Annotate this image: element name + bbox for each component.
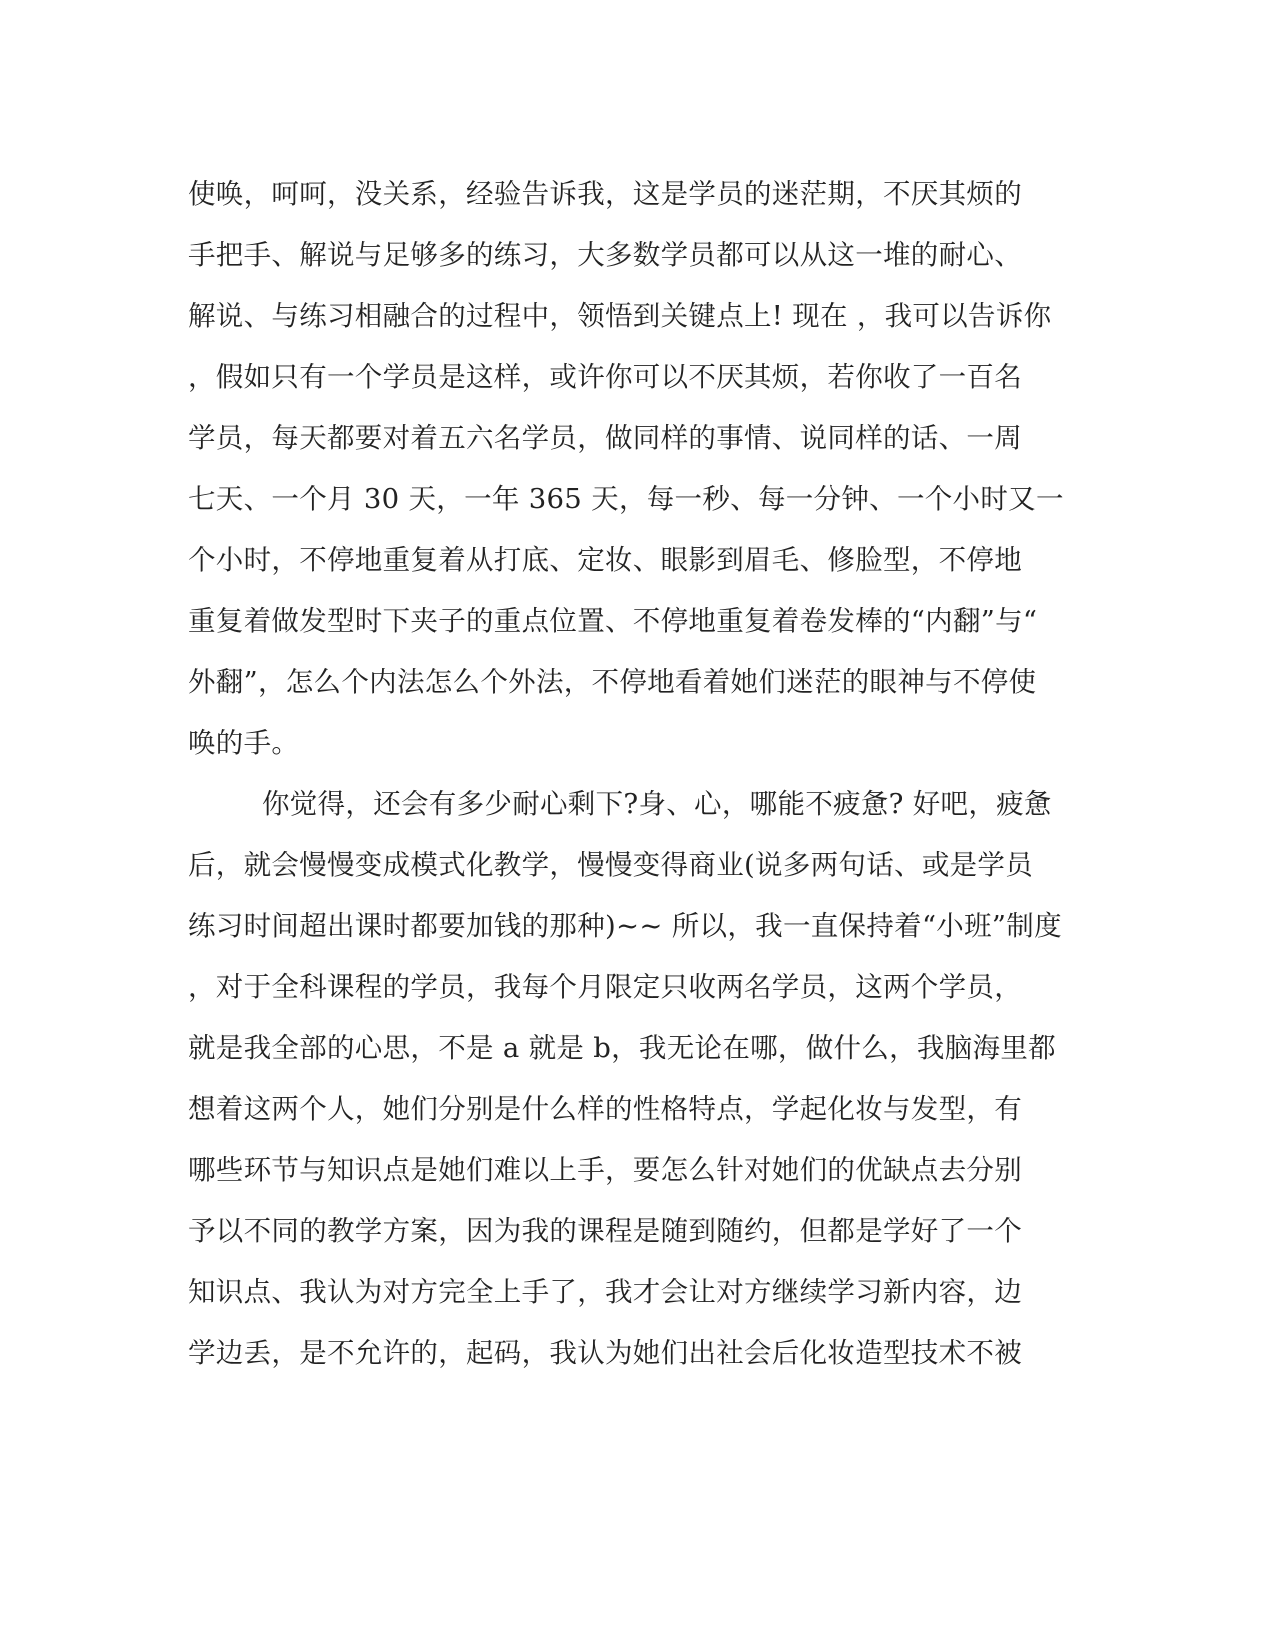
text-line: 学员，每天都要对着五六名学员，做同样的事情、说同样的话、一周 (188, 422, 1022, 454)
text-line: 唤的手。 (188, 727, 300, 759)
paragraph-first-line: 你觉得，还会有多少耐心剩下?身、心，哪能不疲惫? 好吧，疲惫 (262, 788, 1052, 820)
text-line: 后，就会慢慢变成模式化教学，慢慢变得商业(说多两句话、或是学员 (188, 849, 1034, 881)
text-line: 就是我全部的心思，不是 a 就是 b，我无论在哪，做什么，我脑海里都 (188, 1032, 1056, 1064)
text-line: 予以不同的教学方案，因为我的课程是随到随约，但都是学好了一个 (188, 1215, 1022, 1247)
text-line: 哪些环节与知识点是她们难以上手，要怎么针对她们的优缺点去分别 (188, 1154, 1022, 1186)
body-text (188, 164, 1088, 1384)
text-line: 使唤，呵呵，没关系，经验告诉我，这是学员的迷茫期，不厌其烦的 (188, 178, 1022, 210)
text-line: 外翻”，怎么个内法怎么个外法，不停地看着她们迷茫的眼神与不停使 (188, 666, 1037, 698)
text-line: 七天、一个月 30 天，一年 365 天，每一秒、每一分钟、一个小时又一 (188, 483, 1064, 515)
text-line: ，对于全科课程的学员，我每个月限定只收两名学员，这两个学员， (188, 971, 1022, 1003)
text-line: 重复着做发型时下夹子的重点位置、不停地重复着卷发棒的“内翻”与“ (188, 605, 1038, 637)
text-line: 个小时，不停地重复着从打底、定妆、眼影到眉毛、修脸型，不停地 (188, 544, 1022, 576)
text-line: 想着这两个人，她们分别是什么样的性格特点，学起化妆与发型，有 (188, 1093, 1022, 1125)
text-line: 手把手、解说与足够多的练习，大多数学员都可以从这一堆的耐心、 (188, 239, 1022, 271)
text-line: ，假如只有一个学员是这样，或许你可以不厌其烦，若你收了一百名 (188, 361, 1022, 393)
text-line: 练习时间超出课时都要加钱的那种)~~ 所以，我一直保持着“小班”制度 (188, 910, 1062, 942)
text-line: 学边丢，是不允许的，起码，我认为她们出社会后化妆造型技术不被 (188, 1337, 1022, 1369)
text-line: 知识点、我认为对方完全上手了，我才会让对方继续学习新内容，边 (188, 1276, 1022, 1308)
text-line: 解说、与练习相融合的过程中，领悟到关键点上! 现在 ，我可以告诉你 (188, 300, 1052, 332)
